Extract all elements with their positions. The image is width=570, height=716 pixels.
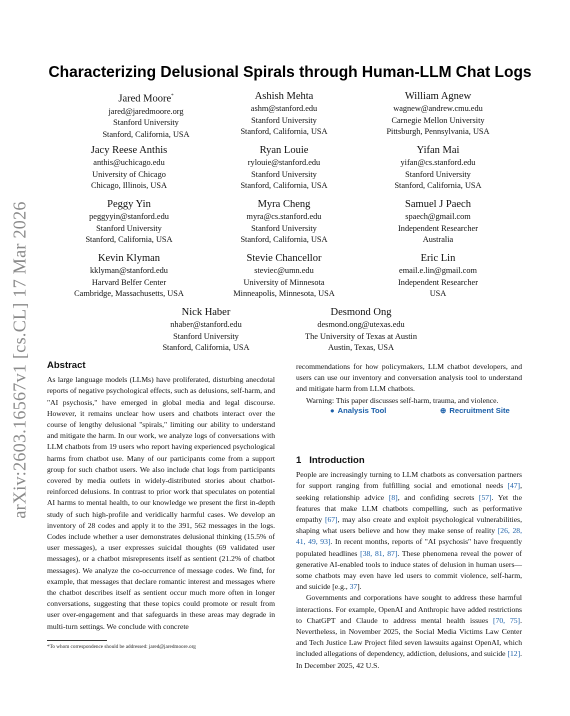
introduction-section bbox=[296, 455, 522, 671]
author: Yifan Mai yifan@cs.stanford.edu Stanford University Stanford, California, USA bbox=[394, 145, 482, 191]
author: Stevie Chancellor steviec@umn.edu University of Minnesota Minneapolis, Minnesota, USA bbox=[233, 253, 335, 299]
author: Ryan Louie rylouie@stanford.edu Stanford University Stanford, California, USA bbox=[240, 145, 328, 191]
analysis-tool-link[interactable]: ● Analysis Tool bbox=[330, 406, 387, 415]
author: Ashish Mehta ashm@stanford.edu Stanford University Stanford, California, USA bbox=[240, 91, 328, 137]
text-run: . Nevertheless, in November 2025, the Social Media Victims Law Center and Tech Justice Law Project filed seven lawsuits against OpenAI, which included allegations of dependency, addiction, delusions, and suicide bbox=[296, 615, 522, 659]
text-run: People are increasingly turning to LLM chatbots as conversation partners for support ranging from fulfilling social and emotional needs bbox=[296, 470, 522, 491]
text-run: , seeking relationship advice bbox=[296, 481, 522, 502]
recruitment-site-link[interactable]: ⊕ Recruitment Site bbox=[440, 406, 510, 415]
author: Samuel J Paech spaech@gmail.com Independent Researcher Australia bbox=[398, 199, 478, 245]
author: Eric Lin email.e.lin@gmail.com Independent Researcher USA bbox=[398, 253, 478, 299]
author: William Agnew wagnew@andrew.cmu.edu Carnegie Mellon University Pittsburgh, Pennsylvania, USA bbox=[386, 91, 490, 137]
arxiv-identifier: arXiv:2603.16567v1 [cs.CL] 17 Mar 2026 bbox=[9, 201, 30, 519]
text-run: ]. bbox=[357, 582, 362, 592]
author: Jared Moore* jared@jaredmoore.org Stanford University Stanford, California, USA bbox=[102, 93, 190, 139]
citation-link[interactable]: [67] bbox=[324, 515, 338, 525]
citation-link[interactable]: [70, 75] bbox=[493, 615, 521, 625]
abstract-text: As large language models (LLMs) have proliferated, disturbing anecdotal reports of negative psychological effects, such as delusions, self-harm, and "AI psychosis," have emerged in global media and legal discourse. However, it remains unclear how users and chatbots interact over the course of lengthy delusional "spirals," limiting our ability to understand and mitigate the harm. In our work, we analyze logs of conversations with LLM chatbots from 19 users who report having experienced psychological harms from chatbot use. Many of our participants come from a support group for such chatbot users. We also include chat logs from participants covered by media outlets in widely-distributed stories about chatbot-reinforced delusions. In contrast to prior work that speculates on potential AI harms to mental health, to our knowledge we present the first in-depth study of such high-profile and veridically harmful cases. We develop an inventory of 28 codes and apply it to the 391, 562 messages in the logs. Codes include whether a user demonstrates delusional thinking (15.5% of user messages), a user expresses suicidal thoughts (69 validated user messages), or a chatbot misrepresents itself as sentient (21.2% of chatbot messages). We analyze the co-occurrence of message codes. We find, for example, that messages that declare romantic interest and messages where the chatbot describes itself as sentient occur much more often in longer conversations, suggesting that these topics could promote or result from user over-engagement and that safeguards in these areas may degrade in multi-turn settings. We conclude with concrete bbox=[47, 375, 275, 631]
abstract-continued bbox=[296, 361, 522, 406]
abstract-heading: Abstract bbox=[47, 360, 86, 371]
citation-link[interactable]: [38, 81, 87] bbox=[360, 548, 398, 558]
citation-link[interactable]: [26, 28, 41, 49, 93] bbox=[296, 526, 522, 547]
intro-paragraph bbox=[296, 469, 522, 592]
author: Nick Haber nhaber@stanford.edu Stanford University Stanford, California, USA bbox=[162, 307, 250, 353]
text-run: , and confiding secrets bbox=[397, 492, 479, 502]
text-run: . In recent months, reports of "AI psychosis" have frequently populated headlines bbox=[296, 537, 523, 558]
intro-paragraph bbox=[296, 592, 522, 670]
paper-title: Characterizing Delusional Spirals through Human-LLM Chat Logs bbox=[48, 64, 532, 81]
content-warning: Warning: This paper discusses self-harm, trauma, and violence. bbox=[306, 395, 499, 405]
author: Kevin Klyman kklyman@stanford.edu Harvard Belfer Center Cambridge, Massachusetts, USA bbox=[74, 253, 184, 299]
author: Jacy Reese Anthis anthis@uchicago.edu University of Chicago Chicago, Illinois, USA bbox=[90, 145, 168, 191]
citation-link[interactable]: [8] bbox=[388, 492, 398, 502]
citation-link[interactable]: [57] bbox=[478, 492, 492, 502]
author: Desmond Ong desmond.ong@utexas.edu The University of Texas at Austin Austin, Texas, USA bbox=[305, 307, 417, 353]
globe-icon: ⊕ bbox=[440, 406, 447, 415]
github-icon: ● bbox=[330, 406, 335, 415]
text-run: . Yet the features that make LLM chatbots compelling, such as performative empathy bbox=[296, 492, 522, 525]
author: Myra Cheng myra@cs.stanford.edu Stanford University Stanford, California, USA bbox=[240, 199, 328, 245]
footnote: *To whom correspondence should be addressed: jared@jaredmoore.org bbox=[47, 644, 196, 650]
abstract bbox=[47, 360, 275, 632]
author: Peggy Yin peggyyin@stanford.edu Stanford University Stanford, California, USA bbox=[85, 199, 173, 245]
text-run: , may also create and exploit psychological vulnerabilities, shaping what users believe and how they make sense of reality bbox=[296, 515, 523, 536]
text-run: . These phenomena reveal the power of generative AI-enabled tools to induce states of delusion in human users—some chatbots may even have led users to commit violence, self-harm, and suicide [e.g., bbox=[296, 548, 523, 592]
section-heading: 1 Introduction bbox=[296, 455, 365, 466]
text-run: Governments and corporations have sought to address these harmful interactions. For example, OpenAI and Anthropic have added restrictions to ChatGPT and Claude to address mental health issues bbox=[296, 593, 522, 625]
text-run: . In December 2025, 42 U.S. bbox=[296, 649, 523, 670]
citation-link[interactable]: [47] bbox=[507, 481, 521, 491]
footnote-divider bbox=[47, 640, 107, 641]
abstract-conclusion: recommendations for how policymakers, LLM chatbot developers, and users can use our inventory and conversation analysis tool to understand and mitigate harm from LLM chatbots. bbox=[296, 362, 522, 394]
citation-link[interactable]: [12] bbox=[507, 649, 521, 659]
citation-link[interactable]: 37 bbox=[349, 582, 358, 592]
